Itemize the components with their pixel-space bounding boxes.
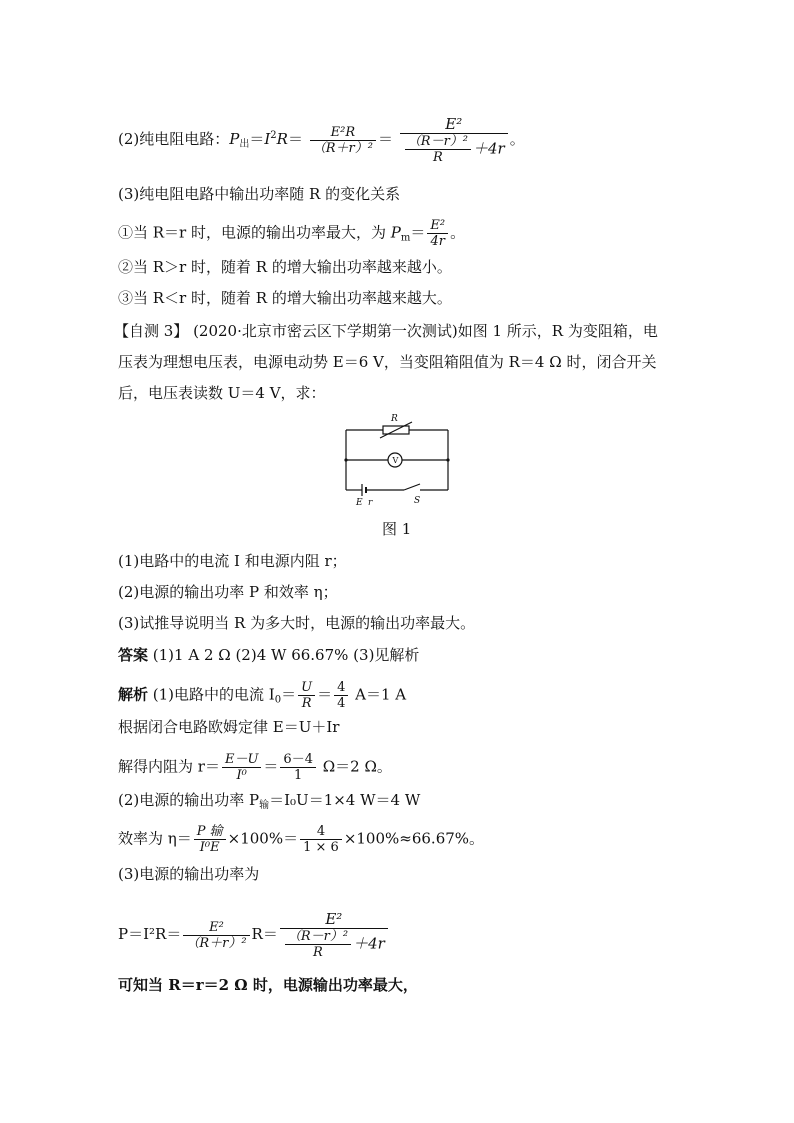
denominator: （R＋r）²	[312, 140, 373, 156]
numerator: 6－4	[280, 752, 316, 768]
label-e: E	[356, 498, 363, 508]
text: P＝I²R＝	[118, 925, 182, 943]
text: ＝I₀U＝1×4 W＝4 W	[269, 791, 421, 809]
denominator: 1	[294, 768, 303, 783]
denominator: 4	[337, 696, 346, 711]
symbol: R	[276, 130, 288, 148]
numerator: 4	[334, 680, 348, 696]
label-inner-r: r	[368, 498, 373, 508]
denominator	[400, 134, 508, 165]
fraction	[183, 920, 249, 951]
subquestion-3: (3)试推导说明当 R 为多大时，电源的输出功率最大。	[118, 614, 476, 632]
text: 。	[450, 223, 466, 242]
exponent: 2	[270, 130, 277, 141]
text: 。	[509, 130, 525, 148]
junction-dot	[446, 458, 449, 461]
text: Ω＝2 Ω。	[317, 757, 392, 776]
fraction	[280, 910, 388, 960]
fraction	[310, 125, 376, 156]
answer-line	[118, 645, 419, 665]
numerator: E²	[183, 920, 249, 936]
denominator: R	[313, 945, 323, 960]
subquestion-1: (1)电路中的电流 I 和电源内阻 r；	[118, 552, 347, 570]
analysis-line-4	[118, 790, 420, 816]
denominator: I⁰	[236, 768, 247, 783]
paragraph: (3)纯电阻电路中输出功率随 R 的变化关系	[118, 185, 401, 203]
numerator: E²	[427, 218, 448, 234]
symbol: I	[264, 130, 271, 148]
denominator	[280, 929, 388, 960]
text: ＝	[377, 130, 393, 148]
junction-dot	[344, 458, 347, 461]
figure-caption: 图 1	[382, 520, 412, 538]
text: ①当 R＝r 时，电源的输出功率最大，为	[118, 223, 391, 242]
subscript: m	[400, 232, 411, 244]
formula-pure-resistance	[118, 115, 525, 165]
symbol: P	[229, 130, 240, 148]
fraction	[400, 115, 508, 165]
answer-text: (1)1 A 2 Ω (2)4 W 66.67% (3)见解析	[148, 646, 420, 664]
denominator: （R＋r）²	[186, 935, 247, 951]
text: ＝	[410, 223, 426, 242]
numerator: （R－r）²	[285, 929, 351, 945]
label-v: V	[392, 456, 399, 465]
inner-fraction	[405, 134, 471, 165]
text: (2)纯电阻电路：	[118, 130, 230, 148]
numerator: E²R	[310, 125, 376, 141]
fraction	[280, 752, 316, 783]
text: 解得内阻为 r＝	[118, 757, 220, 776]
fraction	[298, 680, 315, 711]
switch-icon	[404, 484, 420, 490]
text: 效率为 η＝	[118, 829, 192, 848]
inner-fraction	[285, 929, 351, 960]
text: ＝	[263, 757, 279, 776]
case-greater: ②当 R＞r 时，随着 R 的增大输出功率越来越小。	[118, 258, 452, 276]
numerator: E－U	[222, 752, 261, 768]
text: ＝	[317, 685, 333, 704]
answer-label: 答案	[118, 646, 149, 664]
text: R＝	[251, 925, 278, 943]
text: ＋4r	[473, 139, 505, 158]
label-r: R	[391, 414, 398, 424]
denominator: I⁰E	[199, 840, 220, 855]
denominator: R	[432, 150, 443, 165]
case-equal	[118, 218, 465, 249]
analysis-line-6: (3)电源的输出功率为	[118, 865, 260, 883]
numerator: U	[298, 680, 315, 696]
numerator: E²	[280, 910, 388, 929]
text: ＋4r	[353, 934, 385, 953]
numerator: 4	[300, 824, 342, 840]
text: ×100%＝	[227, 829, 299, 848]
analysis-line-2: 根据闭合电路欧姆定律 E＝U＋Ir	[118, 718, 340, 736]
denominator: 1 × 6	[303, 840, 339, 855]
text: A＝1 A	[350, 685, 407, 704]
analysis-line-8: 可知当 R＝r＝2 Ω 时，电源输出功率最大，	[118, 976, 418, 994]
fraction	[300, 824, 342, 855]
analysis-line-7	[118, 910, 390, 960]
analysis-line-1	[118, 680, 406, 711]
subscript: 出	[239, 139, 250, 150]
label-s: S	[414, 496, 421, 506]
subquestion-2: (2)电源的输出功率 P 和效率 η；	[118, 583, 338, 601]
text: ＝	[249, 130, 265, 148]
case-less: ③当 R＜r 时，随着 R 的增大输出功率越来越大。	[118, 289, 452, 307]
denominator: R	[301, 696, 312, 711]
subscript: 输	[259, 800, 270, 811]
text: (2)电源的输出功率 P	[118, 791, 260, 809]
numerator: E²	[400, 115, 508, 134]
fraction	[222, 752, 261, 783]
question-line-2: 压表为理想电压表，电源电动势 E＝6 V，当变阻箱阻值为 R＝4 Ω 时，闭合开关	[118, 353, 657, 371]
numerator: （R－r）²	[405, 134, 471, 150]
text: ＝	[281, 685, 297, 704]
text: ＝	[287, 130, 303, 148]
fraction	[334, 680, 348, 711]
analysis-label: 解析	[118, 685, 149, 704]
question-line-1: 【自测 3】 (2020·北京市密云区下学期第一次测试)如图 1 所示，R 为变阻箱，电	[114, 322, 658, 340]
fraction	[194, 824, 226, 855]
subscript: 0	[274, 694, 282, 706]
text: ×100%≈66.67%。	[343, 829, 485, 848]
question-line-3: 后，电压表读数 U＝4 V，求：	[118, 384, 326, 402]
symbol: P	[390, 223, 401, 242]
analysis-line-5	[118, 824, 484, 855]
analysis-line-3	[118, 752, 392, 783]
numerator: P 输	[194, 824, 226, 840]
fraction	[427, 218, 448, 249]
circuit-diagram	[340, 410, 455, 510]
denominator: 4r	[430, 234, 445, 249]
text: (1)电路中的电流 I	[148, 685, 275, 704]
